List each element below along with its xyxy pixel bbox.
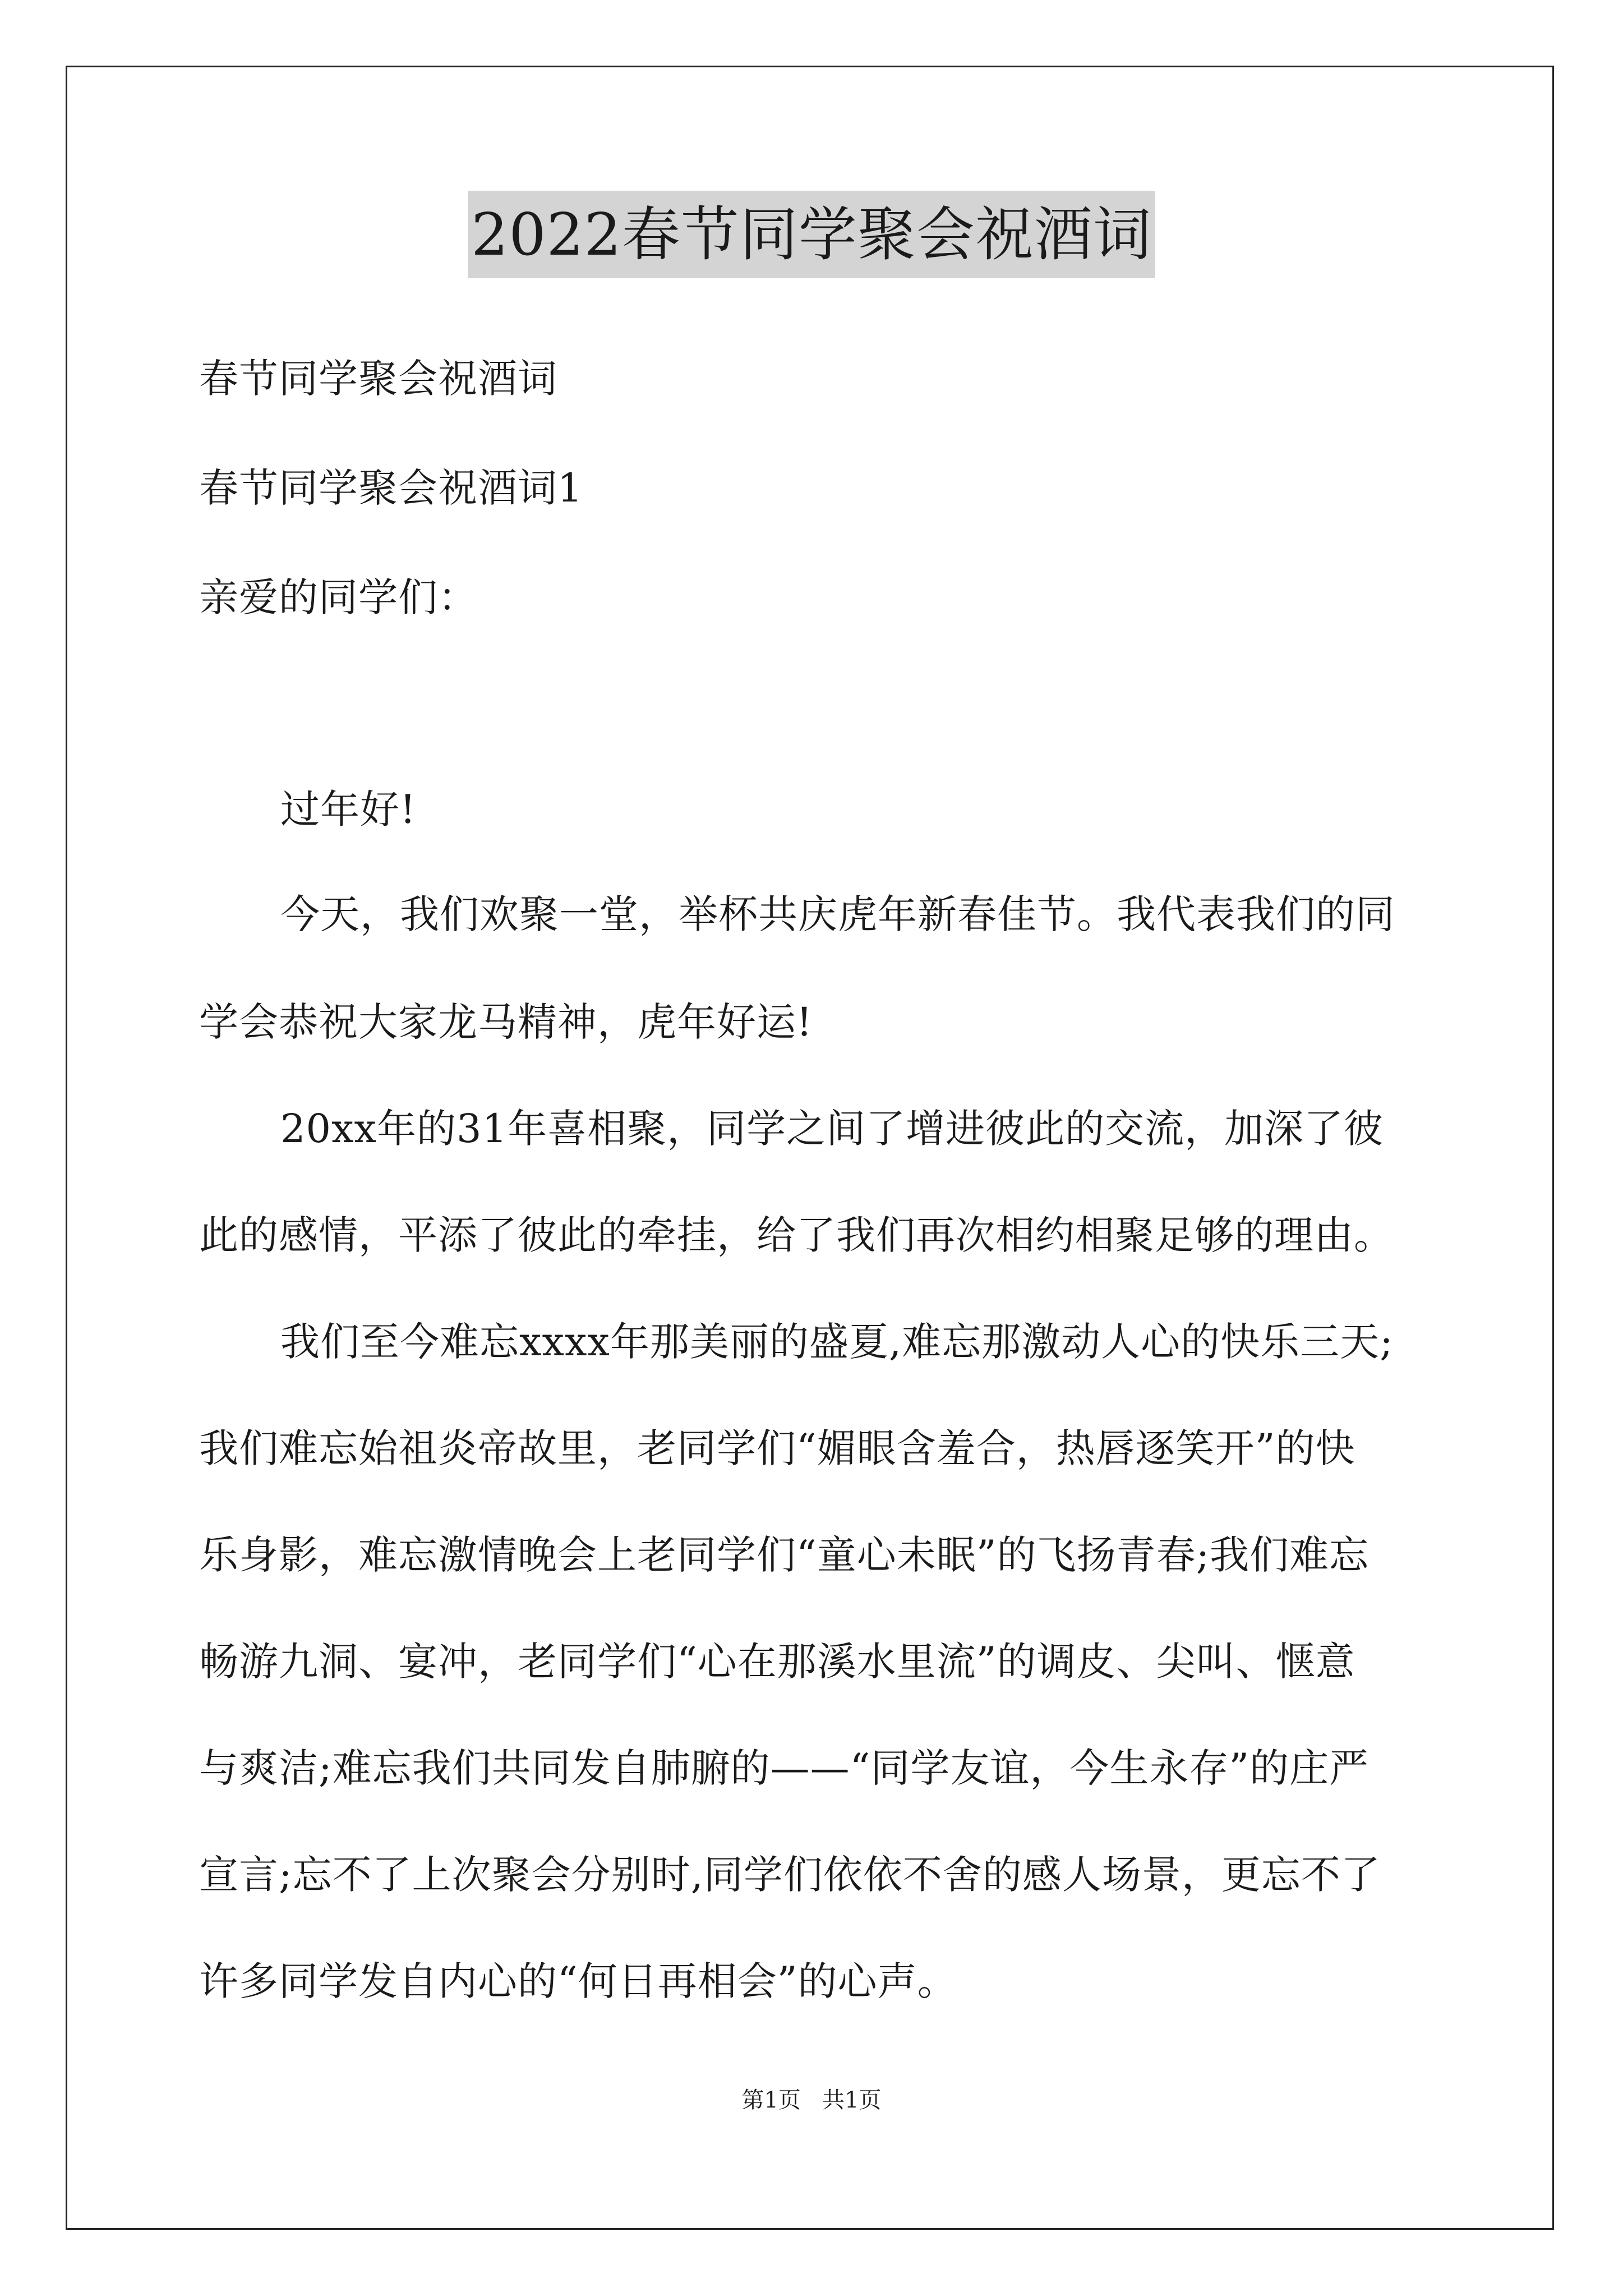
page-number-footer: 第1页 共1页 xyxy=(741,2087,882,2113)
paragraph-line: 与爽洁;难忘我们共同发自肺腑的——“同学友谊，今生永存”的庄严 xyxy=(199,1745,1370,1791)
document-title-block xyxy=(0,191,1623,280)
paragraph-line: 学会恭祝大家龙马精神，虎年好运! xyxy=(199,999,813,1045)
paragraph-line: 宣言;忘不了上次聚会分别时,同学们依依不舍的感人场景，更忘不了 xyxy=(199,1852,1381,1898)
document-title: 2022春节同学聚会祝酒词 xyxy=(468,191,1155,278)
section-heading: 春节同学聚会祝酒词1 xyxy=(199,465,583,511)
paragraph-line: 许多同学发自内心的“何日再相会”的心声。 xyxy=(199,1958,957,2004)
paragraph-line: 此的感情，平添了彼此的牵挂，给了我们再次相约相聚足够的理由。 xyxy=(199,1212,1394,1258)
paragraph-line: 畅游九洞、宴冲，老同学们“心在那溪水里流”的调皮、尖叫、惬意 xyxy=(199,1639,1355,1685)
paragraph-line: 今天，我们欢聚一堂，举杯共庆虎年新春佳节。我代表我们的同 xyxy=(280,891,1395,937)
paragraph-line: 乐身影，难忘激情晚会上老同学们“童心未眠”的飞扬青春;我们难忘 xyxy=(199,1532,1370,1578)
salutation: 亲爱的同学们： xyxy=(199,574,478,620)
paragraph-line: 过年好! xyxy=(280,786,417,832)
paragraph-line: 我们至今难忘xxxx年那美丽的盛夏,难忘那激动人心的快乐三天; xyxy=(280,1319,1394,1365)
paragraph-line: 我们难忘始祖炎帝故里，老同学们“媚眼含羞合，热唇逐笑开”的快 xyxy=(199,1425,1355,1471)
document-subtitle: 春节同学聚会祝酒词 xyxy=(199,356,557,402)
paragraph-line: 20xx年的31年喜相聚，同学之间了增进彼此的交流，加深了彼 xyxy=(280,1106,1384,1152)
